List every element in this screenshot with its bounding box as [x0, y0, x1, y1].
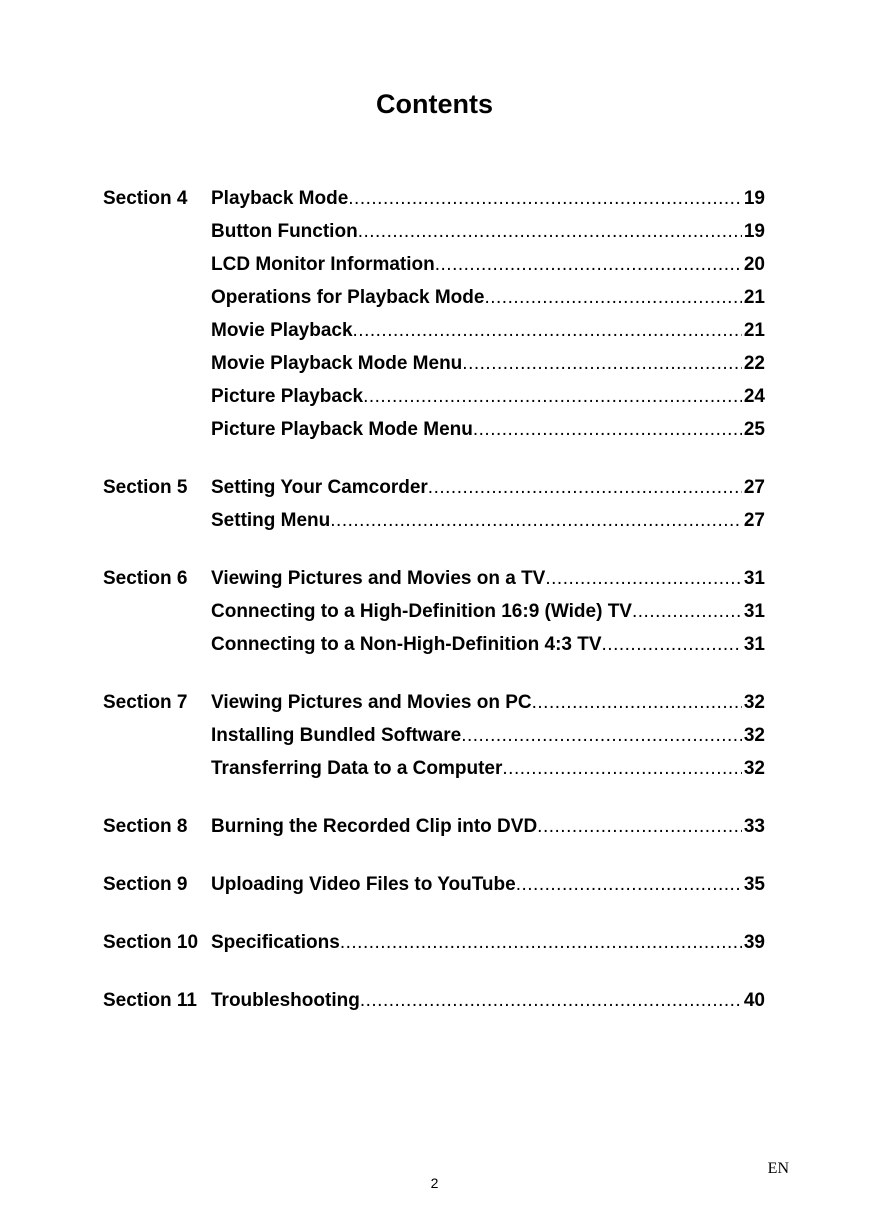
toc-page-number: 24 — [743, 386, 765, 407]
toc-section-label: Section 11 — [103, 990, 197, 1011]
toc-page-number: 32 — [743, 725, 765, 746]
toc-entry-title: Movie Playback Mode Menu — [211, 353, 463, 374]
toc-entry[interactable] — [103, 471, 765, 504]
toc-section-group — [103, 182, 765, 446]
toc-entry-title: Viewing Pictures and Movies on a TV — [211, 568, 546, 589]
toc-page-number: 19 — [743, 221, 765, 242]
toc-page-number: 20 — [743, 254, 765, 275]
toc-page-number: 22 — [743, 353, 765, 374]
toc-page-number: 21 — [743, 287, 765, 308]
toc-dot-leader — [435, 248, 742, 281]
toc-dot-leader — [363, 380, 742, 413]
toc-entry[interactable] — [103, 182, 765, 215]
toc-entry-title: Connecting to a High-Definition 16:9 (Wide) TV — [211, 601, 632, 622]
toc-section-label: Section 10 — [103, 932, 199, 953]
toc-page-number: 39 — [743, 932, 765, 953]
toc-entry[interactable] — [103, 281, 765, 314]
page-title: Contents — [376, 89, 493, 119]
toc-entry[interactable] — [103, 215, 765, 248]
toc-section-group — [103, 868, 765, 901]
toc-page-number: 40 — [743, 990, 765, 1011]
toc-page-number: 25 — [743, 419, 765, 440]
toc-entry-title: Operations for Playback Mode — [211, 287, 485, 308]
toc-entry[interactable] — [103, 595, 765, 628]
toc-page-number: 31 — [743, 601, 765, 622]
toc-entry-body — [211, 504, 765, 537]
toc-entry[interactable] — [103, 984, 765, 1017]
toc-dot-leader — [484, 281, 741, 314]
toc-entry-body — [211, 380, 765, 413]
toc-entry-body — [211, 719, 765, 752]
toc-entry[interactable] — [103, 248, 765, 281]
toc-section-label — [103, 595, 211, 628]
toc-dot-leader — [462, 347, 742, 380]
toc-dot-leader — [428, 471, 742, 504]
toc-entry-body — [211, 628, 765, 661]
toc-entry-title: Specifications — [211, 932, 340, 953]
page-number: 2 — [430, 1175, 439, 1191]
toc-dot-leader — [461, 719, 742, 752]
toc-entry-title: Burning the Recorded Clip into DVD — [211, 816, 538, 837]
toc-entry-body — [211, 281, 765, 314]
toc-dot-leader — [353, 314, 742, 347]
toc-dot-leader — [330, 504, 742, 537]
toc-entry-body — [211, 595, 765, 628]
toc-dot-leader — [602, 628, 742, 661]
toc-section-label — [103, 504, 211, 537]
toc-page-number: 32 — [743, 692, 765, 713]
toc-entry-title: Playback Mode — [211, 188, 349, 209]
toc-entry-body — [211, 926, 765, 959]
toc-entry-title: Connecting to a Non-High-Definition 4:3 TV — [211, 634, 602, 655]
toc-section-label: Section 5 — [103, 477, 188, 498]
toc-entry-title: Button Function — [211, 221, 358, 242]
toc-entry-title: Picture Playback — [211, 386, 364, 407]
toc-entry-body — [211, 471, 765, 504]
language-label: EN — [767, 1160, 789, 1177]
toc-entry[interactable] — [103, 314, 765, 347]
toc-page-number: 31 — [743, 568, 765, 589]
toc-entry-body — [211, 182, 765, 215]
toc-entry-title: Transferring Data to a Computer — [211, 758, 503, 779]
toc-entry[interactable] — [103, 752, 765, 785]
toc-entry-body — [211, 984, 765, 1017]
toc-dot-leader — [502, 752, 741, 785]
toc-dot-leader — [516, 868, 742, 901]
toc-page-number: 19 — [743, 188, 765, 209]
toc-page-number: 27 — [743, 510, 765, 531]
toc-dot-leader — [358, 215, 742, 248]
toc-section-group — [103, 984, 765, 1017]
toc-entry-title: Movie Playback — [211, 320, 353, 341]
toc-page-number: 35 — [743, 874, 765, 895]
toc-entry[interactable] — [103, 504, 765, 537]
toc-dot-leader — [348, 182, 742, 215]
toc-section-label — [103, 248, 211, 281]
toc-dot-leader — [360, 984, 742, 1017]
toc-entry-title: Uploading Video Files to YouTube — [211, 874, 516, 895]
toc-section-label — [103, 719, 211, 752]
toc-entry-body — [211, 215, 765, 248]
toc-entry-body — [211, 314, 765, 347]
toc-entry-body — [211, 413, 765, 446]
toc-section-label — [103, 380, 211, 413]
toc-entry[interactable] — [103, 347, 765, 380]
toc-section-label — [103, 628, 211, 661]
toc-dot-leader — [340, 926, 742, 959]
toc-entry-body — [211, 248, 765, 281]
toc-entry-body — [211, 347, 765, 380]
toc-dot-leader — [473, 413, 742, 446]
toc-dot-leader — [632, 595, 742, 628]
toc-entry[interactable] — [103, 686, 765, 719]
table-of-contents — [103, 182, 765, 1042]
toc-entry-title: Viewing Pictures and Movies on PC — [211, 692, 532, 713]
toc-section-group — [103, 810, 765, 843]
toc-section-label — [103, 215, 211, 248]
toc-section-label: Section 7 — [103, 692, 188, 713]
toc-entry[interactable] — [103, 380, 765, 413]
toc-section-label: Section 4 — [103, 188, 188, 209]
toc-entry-title: Setting Your Camcorder — [211, 477, 428, 498]
toc-entry[interactable] — [103, 719, 765, 752]
toc-entry-body — [211, 562, 765, 595]
toc-dot-leader — [537, 810, 742, 843]
toc-section-label — [103, 752, 211, 785]
toc-entry[interactable] — [103, 868, 765, 901]
toc-section-group — [103, 471, 765, 537]
toc-entry[interactable] — [103, 628, 765, 661]
toc-entry[interactable] — [103, 562, 765, 595]
toc-section-group — [103, 926, 765, 959]
toc-entry-title: Installing Bundled Software — [211, 725, 462, 746]
toc-entry-title: Setting Menu — [211, 510, 331, 531]
toc-section-label: Section 8 — [103, 816, 188, 837]
toc-page-number: 27 — [743, 477, 765, 498]
toc-page-number: 33 — [743, 816, 765, 837]
toc-section-label — [103, 413, 211, 446]
toc-dot-leader — [545, 562, 742, 595]
toc-section-label — [103, 281, 211, 314]
toc-entry-body — [211, 686, 765, 719]
toc-entry[interactable] — [103, 926, 765, 959]
toc-section-label — [103, 314, 211, 347]
toc-entry-title: Picture Playback Mode Menu — [211, 419, 473, 440]
toc-entry-title: LCD Monitor Information — [211, 254, 435, 275]
toc-entry-body — [211, 810, 765, 843]
toc-entry-body — [211, 752, 765, 785]
toc-section-label: Section 9 — [103, 874, 188, 895]
toc-page-number: 32 — [743, 758, 765, 779]
toc-section-group — [103, 686, 765, 785]
toc-entry-body — [211, 868, 765, 901]
toc-entry-title: Troubleshooting — [211, 990, 360, 1011]
toc-page-number: 21 — [743, 320, 765, 341]
toc-entry[interactable] — [103, 810, 765, 843]
toc-section-label — [103, 347, 211, 380]
toc-section-group — [103, 562, 765, 661]
toc-section-label: Section 6 — [103, 568, 188, 589]
toc-page-number: 31 — [743, 634, 765, 655]
toc-entry[interactable] — [103, 413, 765, 446]
toc-dot-leader — [532, 686, 742, 719]
